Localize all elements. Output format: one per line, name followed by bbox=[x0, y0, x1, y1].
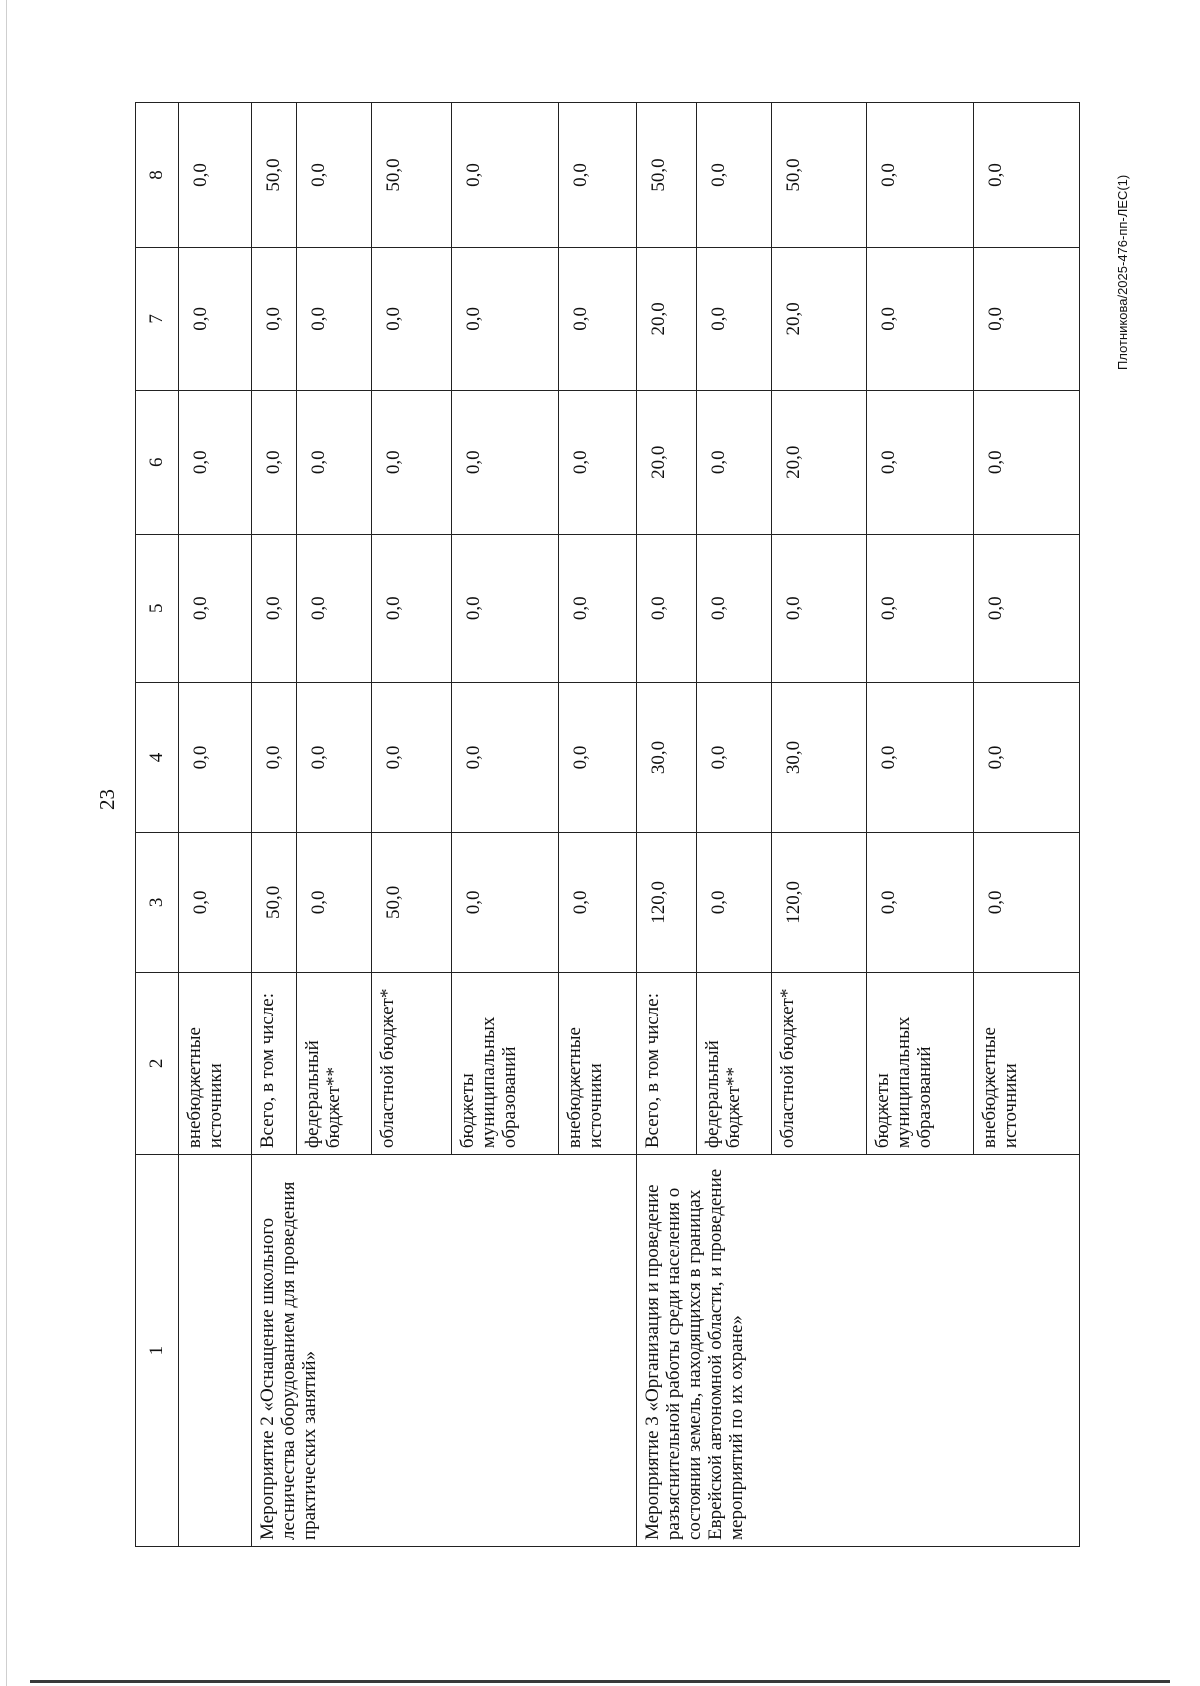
funding-source: федеральный бюджет** bbox=[297, 972, 372, 1155]
funding-source: внебюджетные источники bbox=[559, 972, 637, 1155]
value-cell: 0,0 bbox=[452, 390, 559, 534]
value-cell: 0,0 bbox=[252, 390, 297, 534]
value-cell: 0,0 bbox=[452, 103, 559, 248]
value-cell: 0,0 bbox=[974, 247, 1080, 390]
value-cell: 0,0 bbox=[697, 833, 772, 973]
value-cell: 0,0 bbox=[697, 390, 772, 534]
value-cell: 0,0 bbox=[697, 103, 772, 248]
value-cell: 50,0 bbox=[637, 103, 697, 248]
value-cell: 0,0 bbox=[974, 103, 1080, 248]
value-cell: 120,0 bbox=[637, 833, 697, 973]
value-cell: 0,0 bbox=[697, 534, 772, 682]
value-cell: 0,0 bbox=[559, 833, 637, 973]
value-cell: 0,0 bbox=[559, 534, 637, 682]
activity-title: Мероприятие 3 «Организация и проведение разъяснительной работы среди населения о состоянии земель, находящихся в границах Еврейской автономной области, и проведение мероприятий по их охране» bbox=[637, 1155, 1080, 1547]
value-cell: 0,0 bbox=[974, 682, 1080, 832]
header-cell: 1 bbox=[136, 1155, 179, 1547]
header-cell: 3 bbox=[136, 833, 179, 973]
value-cell: 0,0 bbox=[372, 390, 452, 534]
funding-source: внебюджетные источники bbox=[179, 972, 252, 1155]
value-cell: 0,0 bbox=[297, 682, 372, 832]
value-cell: 0,0 bbox=[867, 390, 974, 534]
value-cell: 20,0 bbox=[637, 247, 697, 390]
value-cell: 30,0 bbox=[772, 682, 867, 832]
value-cell: 0,0 bbox=[297, 390, 372, 534]
header-cell: 6 bbox=[136, 390, 179, 534]
funding-source: бюджеты муниципальных образований bbox=[867, 972, 974, 1155]
value-cell: 50,0 bbox=[372, 103, 452, 248]
value-cell: 0,0 bbox=[867, 534, 974, 682]
scan-edge-left bbox=[6, 0, 7, 1686]
value-cell: 0,0 bbox=[974, 390, 1080, 534]
activity-cell-empty bbox=[179, 1155, 252, 1547]
value-cell: 50,0 bbox=[772, 103, 867, 248]
value-cell: 0,0 bbox=[772, 534, 867, 682]
header-cell: 2 bbox=[136, 972, 179, 1155]
table-row bbox=[252, 103, 297, 1547]
value-cell: 0,0 bbox=[452, 833, 559, 973]
value-cell: 0,0 bbox=[179, 682, 252, 832]
table-row bbox=[179, 103, 252, 1547]
value-cell: 0,0 bbox=[559, 682, 637, 832]
value-cell: 0,0 bbox=[452, 534, 559, 682]
value-cell: 0,0 bbox=[697, 247, 772, 390]
header-cell: 4 bbox=[136, 682, 179, 832]
funding-table bbox=[135, 102, 1080, 1547]
value-cell: 50,0 bbox=[252, 103, 297, 248]
value-cell: 0,0 bbox=[297, 247, 372, 390]
value-cell: 0,0 bbox=[372, 247, 452, 390]
funding-source: Всего, в том числе: bbox=[252, 972, 297, 1155]
value-cell: 0,0 bbox=[297, 534, 372, 682]
value-cell: 0,0 bbox=[252, 534, 297, 682]
value-cell: 0,0 bbox=[559, 103, 637, 248]
value-cell: 20,0 bbox=[637, 390, 697, 534]
value-cell: 0,0 bbox=[452, 247, 559, 390]
header-cell: 7 bbox=[136, 247, 179, 390]
value-cell: 50,0 bbox=[372, 833, 452, 973]
value-cell: 0,0 bbox=[179, 390, 252, 534]
funding-source: внебюджетные источники bbox=[974, 972, 1080, 1155]
value-cell: 0,0 bbox=[697, 682, 772, 832]
document-code: Плотникова/2025-476-пп-ЛЕС(1) bbox=[1115, 174, 1130, 370]
value-cell: 20,0 bbox=[772, 247, 867, 390]
value-cell: 0,0 bbox=[179, 833, 252, 973]
page-number: 23 bbox=[95, 789, 119, 810]
value-cell: 0,0 bbox=[372, 682, 452, 832]
value-cell: 120,0 bbox=[772, 833, 867, 973]
value-cell: 0,0 bbox=[252, 247, 297, 390]
scan-edge-bottom bbox=[30, 1680, 1170, 1683]
table-row bbox=[637, 103, 697, 1547]
funding-source: Всего, в том числе: bbox=[637, 972, 697, 1155]
value-cell: 0,0 bbox=[179, 103, 252, 248]
value-cell: 0,0 bbox=[559, 390, 637, 534]
table-rotated-container bbox=[135, 102, 1080, 1547]
header-row bbox=[136, 103, 179, 1547]
funding-source: федеральный бюджет** bbox=[697, 972, 772, 1155]
value-cell: 0,0 bbox=[297, 103, 372, 248]
value-cell: 0,0 bbox=[867, 682, 974, 832]
header-cell: 5 bbox=[136, 534, 179, 682]
value-cell: 0,0 bbox=[452, 682, 559, 832]
value-cell: 0,0 bbox=[179, 247, 252, 390]
value-cell: 30,0 bbox=[637, 682, 697, 832]
value-cell: 0,0 bbox=[179, 534, 252, 682]
value-cell: 0,0 bbox=[867, 833, 974, 973]
value-cell: 20,0 bbox=[772, 390, 867, 534]
value-cell: 50,0 bbox=[252, 833, 297, 973]
value-cell: 0,0 bbox=[372, 534, 452, 682]
funding-source: областной бюджет* bbox=[372, 972, 452, 1155]
activity-title: Мероприятие 2 «Оснащение школьного лесничества оборудованием для проведения практических занятий» bbox=[252, 1155, 637, 1547]
value-cell: 0,0 bbox=[252, 682, 297, 832]
value-cell: 0,0 bbox=[974, 833, 1080, 973]
funding-source: бюджеты муниципальных образований bbox=[452, 972, 559, 1155]
value-cell: 0,0 bbox=[297, 833, 372, 973]
funding-source: областной бюджет* bbox=[772, 972, 867, 1155]
value-cell: 0,0 bbox=[559, 247, 637, 390]
value-cell: 0,0 bbox=[974, 534, 1080, 682]
value-cell: 0,0 bbox=[637, 534, 697, 682]
value-cell: 0,0 bbox=[867, 103, 974, 248]
header-cell: 8 bbox=[136, 103, 179, 248]
value-cell: 0,0 bbox=[867, 247, 974, 390]
